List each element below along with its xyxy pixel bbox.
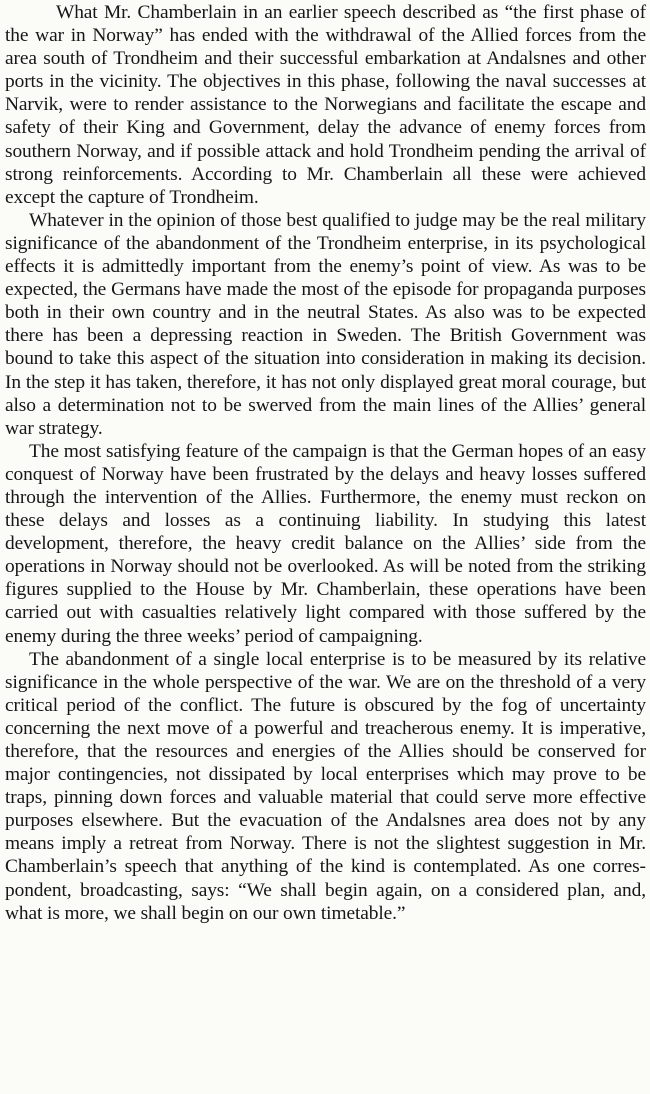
paragraph-abandonment: The abandonment of a single local enterprise is to be measured by its relative significance in the whole perspective of the war. We are on the threshold of a very critical period of the conflict. The future is obscured by the fog of uncertainty concerning the next move of a powerful and treacherous enemy. It is imperative, therefore, that the resources and energies of the Allies should be conserved for major contingencies, not dissipated by local enterprises which may prove to be traps, pinning down forces and valuable material that could serve more effective purposes elsewhere. But the evacuation of the Andalsnes area does not by any means imply a retreat from Norway. There is not the slightest suggestion in Mr. Chamberlain’s speech that anything of the kind is contemplated. As one correspondent, broadcasting, says: “We shall begin again, on a considered plan, and, what is more, we shall begin on our own timetable.” [5, 648, 646, 924]
paragraph-psychological-effects: Whatever in the opinion of those best qualified to judge may be the real military significance of the abandonment of the Trondheim enterprise, in its psychological effects it is admittedly important from the enemy’s point of view. As was to be expected, the Germans have made the most of the episode for propaganda purposes both in their own country and in the neutral States. As also was to be expected there has been a depressing reaction in Sweden. The British Government was bound to take this aspect of the situation into consideration in making its decision. In the step it has taken, therefore, it has not only displayed great moral courage, but also a determination not to be swerved from the main lines of the Allies’ general war strategy. [5, 209, 646, 439]
paragraph-satisfying-feature: The most satisfying feature of the campaign is that the German hopes of an easy conquest of Norway have been frustrated by the delays and heavy losses suffered through the intervention of the Allies. Furthermore, the enemy must reckon on these delays and losses as a continuing liability. In studying this latest development, therefore, the heavy credit balance on the Allies’ side from the operations in Norway should not be overlooked. As will be noted from the striking figures supplied to the House by Mr. Chamberlain, these operations have been carried out with casualties relatively light compared with those suffered by the enemy during the three weeks’ period of campaigning. [5, 440, 646, 647]
paragraph-first-phase: What Mr. Chamberlain in an earlier speech described as “the first phase of the war in Norway” has ended with the withdrawal of the Allied forces from the area south of Trondheim and their successful embarkation at Andalsnes and other ports in the vicinity. The objectives in this phase, following the naval successes at Narvik, were to render assistance to the Norwegians and facilitate the escape and safety of their King and Government, delay the advance of enemy forces from southern Norway, and if possible attack and hold Trondheim pending the arrival of strong reinforcements. According to Mr. Chamberlain all these were achieved except the capture of Trondheim. [5, 2, 646, 208]
